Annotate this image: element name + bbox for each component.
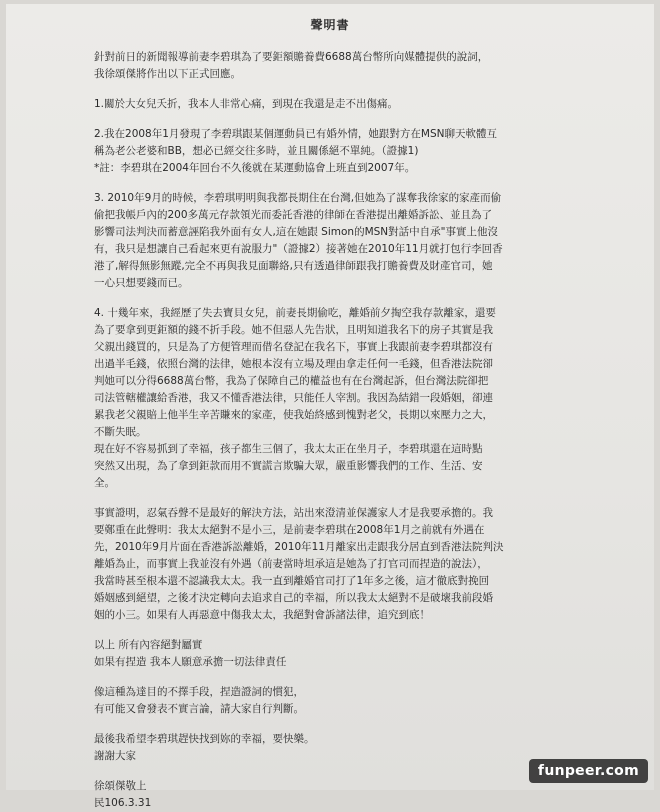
paragraph-1: 1.關於大女兒夭折，我本人非常心痛，到現在我還是走不出傷痛。 — [94, 98, 399, 110]
paragraph-2: 2.我在2008年1月發現了李碧琪跟某個運動員已有婚外情，她跟對方在MSN聊天軟體互 稱為老公老婆和BB，想必已經交往多時，並且關係絕不單純。（證據1) *註：李碧琪在2004年回台不久後就在某運動協會上班直到2007年。 — [94, 128, 497, 174]
document-title: 聲明書 — [310, 18, 350, 32]
paragraph-4: 4. 十幾年來，我經歷了失去寶貝女兒，前妻長期偷吃，離婚前夕掏空我存款離家，還要 為了要拿到更鉅額的錢不折手段。她不但惡人先告狀，且明知道我名下的房子其實是我 父親出錢買的，只是為了方便管理而借名登記在我名下，事實上我跟前妻李碧琪都沒有 出過半毛錢，依照台灣的法律，她根本沒有立場及理由拿走任何一毛錢，但香港法院卻 判她可以分得6688萬台幣，我為了保障自己的權益也有在台灣起訴，但台灣法院卻把 司法管轄權讓給香港，我又不懂香港法律，只能任人宰割。我因為結錯一段婚姻，卻連 累我老父親賠上他半生辛苦賺來的家產，使我始終感到愧對老父，長期以來壓力之大， 不斷失眠。 現在好不容易抓到了幸福，孩子都生三個了，我太太正在坐月子，李碧琪還在這時點 突然又出現，為了拿到鉅款而用不實謊言欺騙大眾，嚴重影響我們的工作、生活、安 全。 — [94, 307, 496, 489]
signature-name: 徐頌傑敬上 — [94, 780, 147, 792]
paragraph-6: 以上 所有內容絕對屬實 如果有捏造 我本人願意承擔一切法律責任 — [94, 639, 287, 668]
paragraph-3: 3. 2010年9月的時候，李碧琪明明與我都長期住在台灣,但她為了謀奪我徐家的家產而偷 偷把我帳戶內的200多萬元存款領光而委託香港的律師在香港提出離婚訴訟、並且為了 影響司法判決而蓄意誣陷我外面有女人,這在她跟 Simon的MSN對話中自承"事實上他沒 有，我只是想讓自己看起來更有說服力"（證據2）接著她在2010年11月就打包行李回香 港了,解得無影無蹤,完全不再與我見面聯絡,只有透過律師跟我打贍養費及財產官司，她 一心只想要錢而已。 — [94, 192, 503, 289]
site-watermark: funpeer.com — [529, 759, 648, 783]
intro-paragraph: 針對前日的新聞報導前妻李碧琪為了要鉅額贍養費6688萬台幣所向媒體提供的說詞， 我徐頌傑將作出以下正式回應。 — [94, 51, 489, 80]
statement-paper — [6, 4, 654, 809]
paragraph-5: 事實證明，忍氣吞聲不是最好的解決方法，站出來澄清並保護家人才是我要承擔的。我 要鄭重在此聲明：我太太絕對不是小三，是前妻李碧琪在2008年1月之前就有外遇在 先，2010年9月片面在香港訴訟離婚，2010年11月離家出走跟我分居直到香港法院判決 離婚為止，而事實上我並沒有外遇（前妻當時坦承這是她為了打官司而捏造的說法）， 我當時甚至根本還不認識我太太。我一直到離婚官司打了1年多之後，這才徹底對挽回 婚姻感到絕望，之後才決定轉向去追求自己的幸福，所以我太太絕對不是破壞我前段婚 姻的小三。如果有人再惡意中傷我太太，我絕對會訴諸法律，追究到底！ — [94, 507, 504, 621]
paragraph-8: 最後我希望李碧琪趕快找到妳的幸福，要快樂。 謝謝大家 — [94, 733, 315, 762]
paragraph-7: 像這種為達目的不擇手段，捏造證詞的慣犯， 有可能又會發表不實言論，請大家自行判斷。 — [94, 686, 304, 715]
signature-date: 民106.3.31 — [94, 797, 152, 809]
